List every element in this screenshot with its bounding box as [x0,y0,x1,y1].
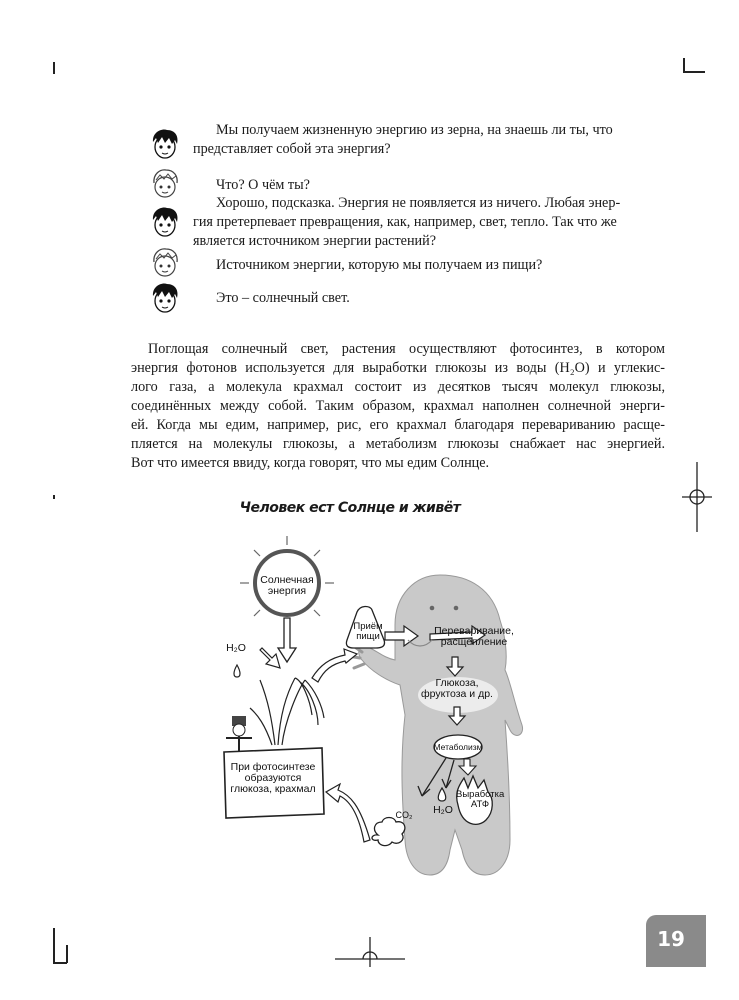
scarecrow-icon [226,716,252,752]
page-number: 19 [657,927,685,951]
rice-plant-icon [250,678,324,745]
student-face-icon [150,247,180,279]
paragraph-line: Вот что имеется ввиду, когда говорят, что мы едим Солнце. [131,455,490,471]
registration-mark [682,462,712,532]
sun-label [257,575,317,597]
water-drop-icon [234,665,240,677]
dialogue-line: Хорошо, подсказка. Энергия не появляется из ничего. Любая энер- [216,195,621,211]
paragraph-line: пляется на молекулы глюкозы, а метаболизм глюкозы снабжает нас энергией. [131,436,665,452]
crop-mark [683,71,705,73]
crop-mark [53,62,55,74]
paragraph-line: энергия фотонов используется для выработки глюкозы из воды (H₂O) и углекис- [131,360,665,376]
metabolism-label: Метаболизм [433,742,483,752]
crop-mark [66,945,68,963]
glucose-label [414,678,500,700]
arrow-icon [312,649,357,682]
water-label: H₂O [226,642,246,654]
dialogue-line: Мы получаем жизненную энергию из зерна, на знаешь ли ты, что [216,122,613,138]
label-line: образуются [244,772,302,784]
arrow-icon [260,648,280,668]
co2-label: CO₂ [395,810,413,820]
registration-mark [335,935,405,967]
dialogue-line: Что? О чём ты? [216,177,310,193]
page-number-tab [646,915,706,967]
atp-label [456,790,504,810]
dialogue-line: гия претерпевает превращения, как, например, свет, тепло. Так что же [193,214,617,230]
label-line: АТФ [470,799,490,810]
crop-mark [53,962,67,964]
label-line: При фотосинтезе [230,761,316,773]
crop-mark [683,58,685,72]
teacher-face-icon [150,128,180,160]
paragraph-line: лого газа, а молекула крахмал состоит из десятков тысяч молекул глюкозы, [131,379,665,395]
arrow-icon [326,784,370,842]
label-line: Солнечная [260,574,314,586]
dialogue-line: является источником энергии растений? [193,233,437,249]
label-line: Глюкоза, [435,677,479,689]
label-line: Выработка [456,789,505,800]
food-intake-label [350,622,386,642]
dialogue-line: Источником энергии, которую мы получаем из пищи? [216,257,543,273]
photosynthesis-label [226,762,320,795]
digestion-label [424,626,524,648]
water-out-label: H₂O [433,804,453,816]
student-face-icon [150,168,180,200]
label-line: пищи [356,631,380,642]
arrow-icon [278,618,296,662]
dialogue-line: Это – солнечный свет. [216,290,350,306]
paragraph-line: Поглощая солнечный свет, растения осуществляют фотосинтез, в котором [148,341,665,357]
label-line: фруктоза и др. [421,688,493,700]
paragraph-line: ей. Когда мы едим, например, рис, его крахмал благодаря перевариванию расще- [131,417,665,433]
figure-title: Человек ест Солнце и живёт [239,500,461,516]
teacher-face-icon [150,282,180,314]
label-line: расщепление [440,636,508,648]
crop-mark [53,495,55,499]
crop-mark [53,928,55,963]
dialogue-line: представляет собой эта энергия? [193,141,391,157]
label-line: Приём [353,621,383,632]
label-line: энергия [267,585,307,597]
paragraph-line: соединённых между собой. Таким образом, крахмал наполнен солнечной энерги- [131,398,665,414]
label-line: глюкоза, крахмал [230,783,316,795]
label-line: Переваривание, [434,625,514,637]
teacher-face-icon [150,206,180,238]
co2-cloud-icon [372,818,405,846]
